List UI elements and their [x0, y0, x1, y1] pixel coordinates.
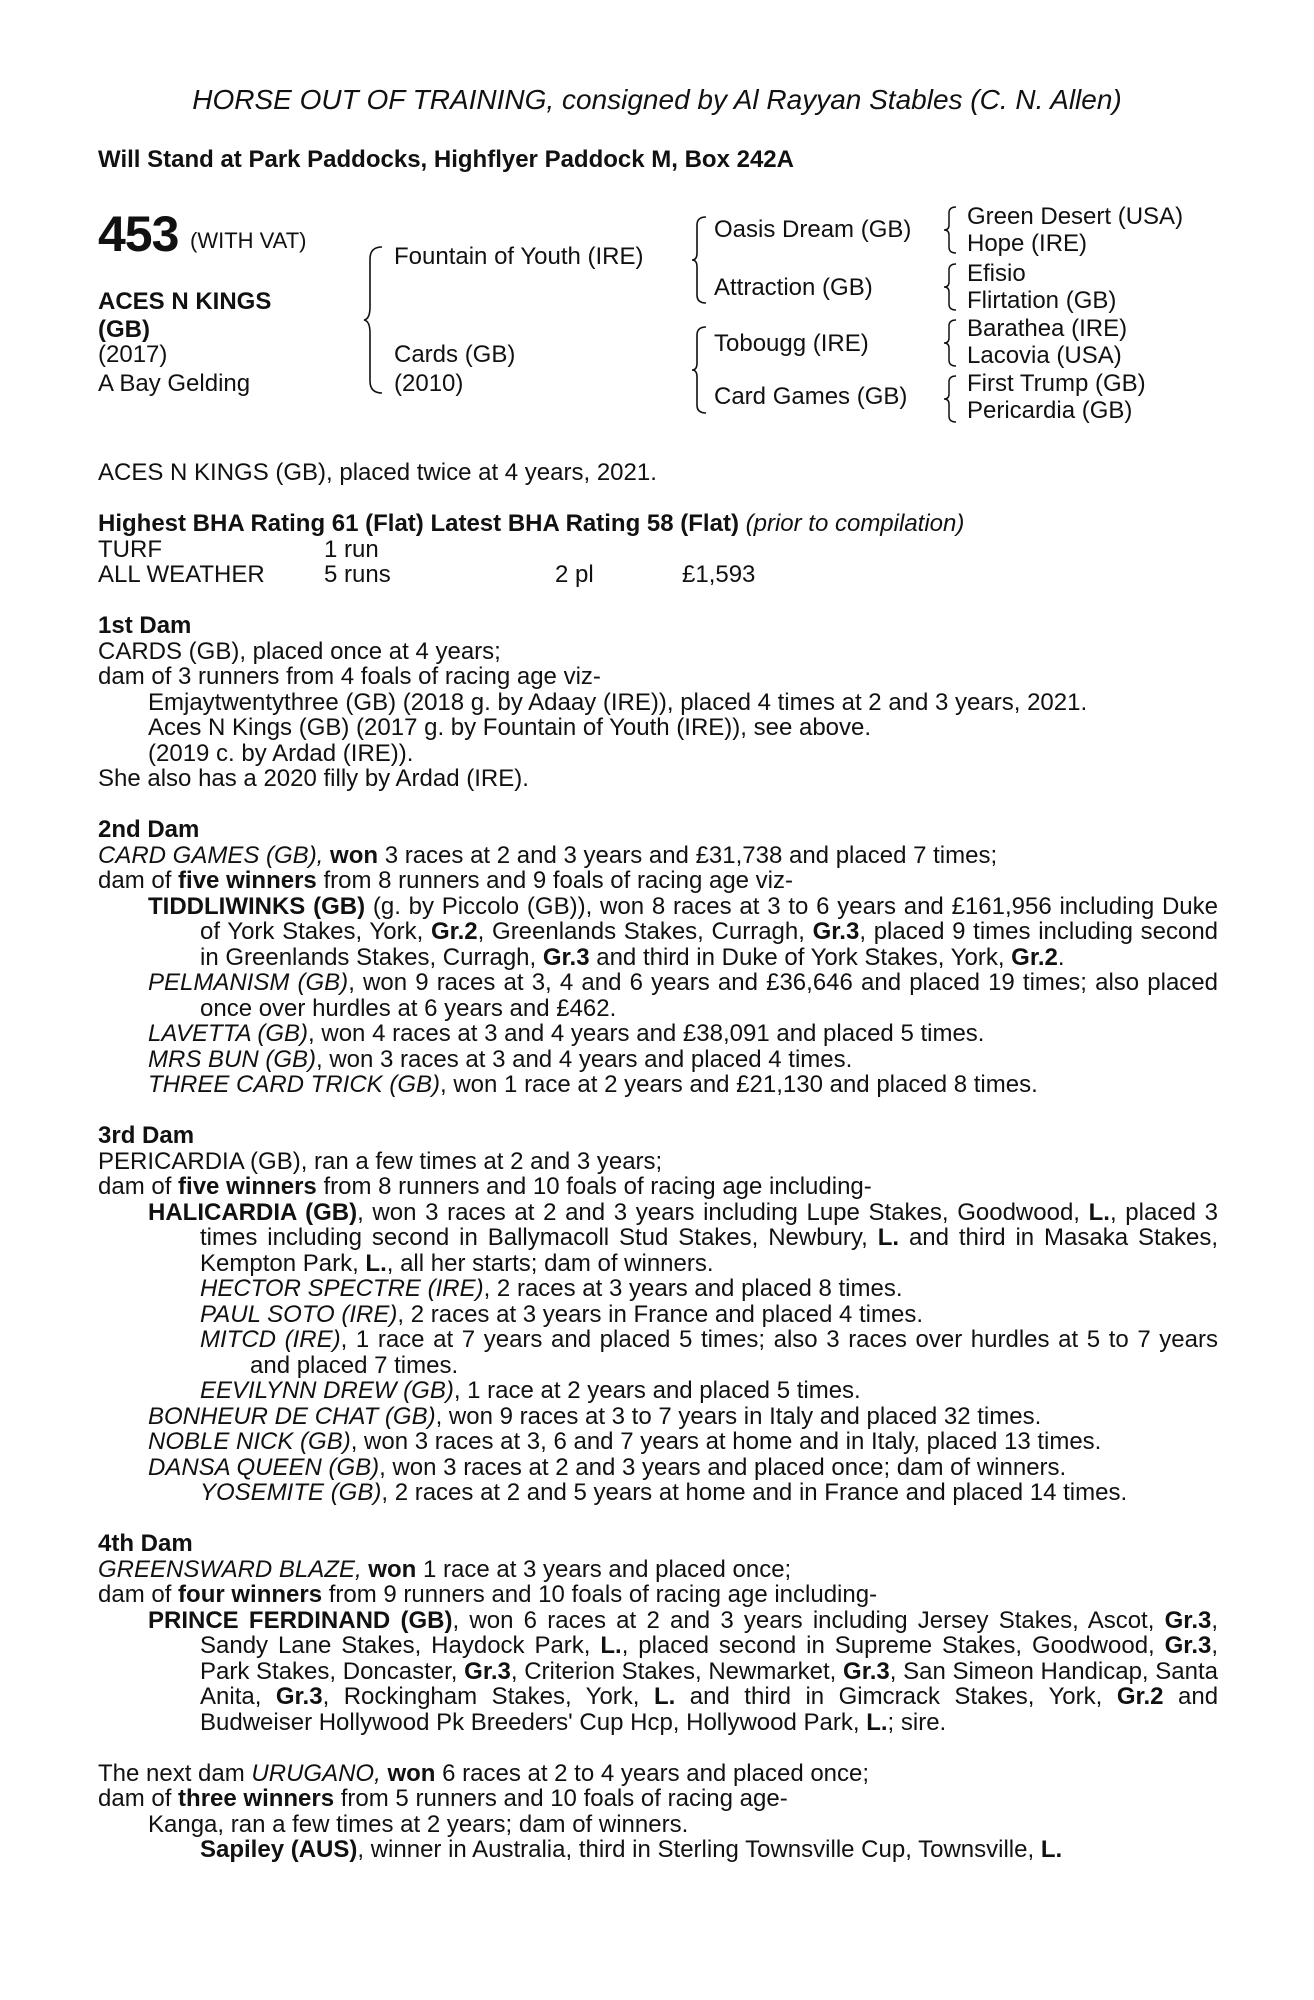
record-text: , won 3 races at 3 and 4 years and placed 4 times.: [316, 1045, 853, 1073]
second-dam-produce: [98, 868, 1218, 894]
produce-item-pelmanism: [98, 970, 1218, 1021]
horse-name: BONHEUR DE CHAT (GB): [148, 1402, 436, 1430]
listed-label: L.: [600, 1632, 622, 1659]
pedigree-sire-dam: Attraction (GB): [714, 274, 873, 301]
record-text: , winner in Australia, third in Sterling Townsville Cup, Townsville,: [357, 1836, 1035, 1863]
pedigree-brace-dam: [690, 325, 710, 415]
horse-name: NOBLE NICK (GB): [148, 1428, 351, 1455]
record-text: , won 9 races at 3, 4 and 6 years and £36,646 and placed 19 times; also placed once over hurdles at 6 years and £462.: [200, 969, 1218, 1022]
first-dam-line: CARDS (GB), placed once at 4 years;: [98, 637, 501, 665]
record-text: , 2 races at 3 years and placed 8 times.: [483, 1275, 903, 1302]
produce-item-lavetta: [98, 1021, 1218, 1047]
aw-label: ALL WEATHER: [98, 561, 265, 588]
pedigree-g5: Barathea (IRE): [967, 315, 1128, 342]
produce-item-tiddliwinks: [98, 894, 1218, 971]
produce-prefix: dam of: [98, 867, 172, 894]
horse-name: LAVETTA (GB): [148, 1020, 309, 1047]
produce-item-three-card-trick: [98, 1072, 1218, 1098]
pedigree-dam-year: (2010): [394, 370, 464, 397]
produce-suffix: from 8 runners and 9 foals of racing age viz-: [323, 867, 794, 894]
won-label: won: [387, 1759, 436, 1787]
horse-year: (2017): [98, 341, 168, 368]
turf-label: TURF: [98, 535, 162, 563]
listed-label: L.: [866, 1708, 888, 1736]
record-text: , won 3 races at 3, 6 and 7 years at home and in Italy, placed 13 times.: [350, 1428, 1102, 1455]
record-text: , placed 3 times including second in Ballymacoll Stud Stakes, Newbury,: [200, 1198, 1219, 1251]
grand-produce-mitcd: [98, 1327, 1218, 1378]
horse-description: A Bay Gelding: [98, 370, 251, 397]
catalogue-body: [98, 460, 1218, 1863]
pedigree-brace-g2: [942, 262, 960, 312]
record-text: , San Simeon Handicap, Santa Anita,: [200, 1657, 1218, 1710]
produce-suffix: from 9 runners and 10 foals of racing age including-: [328, 1581, 878, 1608]
grade-label: Gr.3: [1164, 1606, 1212, 1634]
pedigree-brace-g1: [942, 205, 960, 255]
pedigree-dam-sire: Tobougg (IRE): [714, 330, 869, 357]
first-dam-produce: dam of 3 runners from 4 foals of racing age viz-: [98, 663, 601, 690]
record-text: , 2 races at 2 and 5 years at home and in France and placed 14 times.: [381, 1479, 1128, 1506]
grade-label: Gr.2: [430, 918, 478, 945]
record-text: and third in Duke of York Stakes, York,: [596, 943, 1005, 971]
fourth-dam-name: GREENSWARD BLAZE,: [98, 1555, 362, 1583]
pedigree-g1: Green Desert (USA): [967, 203, 1184, 230]
second-dam-name: CARD GAMES (GB),: [98, 841, 324, 869]
grade-label: Gr.3: [542, 943, 590, 971]
grade-label: Gr.2: [1011, 943, 1058, 971]
grade-label: Gr.3: [812, 918, 860, 945]
grand-produce-sapiley: [98, 1837, 1218, 1863]
grade-label: Gr.3: [275, 1683, 323, 1710]
produce-prefix: dam of: [98, 1785, 172, 1812]
record-text: and third in Masaka Stakes, Kempton Park,: [200, 1224, 1219, 1277]
listed-label: L.: [1040, 1836, 1063, 1863]
next-dam-record: 6 races at 2 to 4 years and placed once;: [442, 1759, 870, 1787]
ratings-line: [98, 511, 1218, 537]
grade-label: Gr.2: [1116, 1683, 1164, 1710]
pedigree-dam: Cards (GB): [394, 341, 516, 368]
second-dam-line: [98, 843, 1218, 869]
pedigree-brace-sire: [690, 215, 710, 305]
record-text: , won 3 races at 2 and 3 years and placed once; dam of winners.: [379, 1453, 1067, 1481]
horse-name: MITCD (IRE): [200, 1326, 341, 1353]
grand-produce-hector: [98, 1276, 1218, 1302]
horse-name: HALICARDIA (GB): [148, 1198, 358, 1226]
record-text: , Criterion Stakes, Newmarket,: [510, 1657, 837, 1685]
horse-name: DANSA QUEEN (GB): [148, 1453, 380, 1481]
produce-item-noble-nick: [98, 1429, 1218, 1455]
record-text: , won 1 race at 2 years and £21,130 and placed 8 times.: [440, 1071, 1038, 1098]
produce-item-kanga: Kanga, ran a few times at 2 years; dam of winners.: [148, 1810, 689, 1838]
produce-suffix: from 5 runners and 10 foals of racing age-: [340, 1785, 788, 1812]
record-text: , placed second in Supreme Stakes, Goodwood,: [621, 1632, 1155, 1659]
record-text: and Budweiser Hollywood Pk Breeders' Cup Hcp, Hollywood Park,: [200, 1683, 1219, 1736]
record-text: ; sire.: [887, 1708, 947, 1736]
record-text: , 2 races at 3 years in France and placed 4 times.: [397, 1300, 923, 1328]
all-weather-row: [98, 562, 1218, 588]
next-dam-produce: [98, 1786, 1218, 1812]
horse-name: THREE CARD TRICK (GB): [148, 1071, 441, 1098]
record-text: , 1 race at 2 years and placed 5 times.: [453, 1377, 861, 1404]
produce-item-bonheur: [98, 1404, 1218, 1430]
aw-placed: 2 pl: [555, 561, 594, 588]
pedigree-g8: Pericardia (GB): [967, 397, 1133, 424]
horse-name: Sapiley (AUS): [200, 1836, 358, 1863]
produce-suffix: from 8 runners and 10 foals of racing age including-: [323, 1173, 872, 1200]
listed-label: L.: [877, 1224, 900, 1251]
turf-runs: 1 run: [324, 535, 379, 563]
produce-item: (2019 c. by Ardad (IRE)).: [148, 739, 414, 767]
stand-location: Will Stand at Park Paddocks, Highflyer Paddock M, Box 242A: [98, 146, 794, 173]
pedigree-dam-dam: Card Games (GB): [714, 383, 908, 410]
horse-name: PELMANISM (GB): [148, 969, 349, 996]
pedigree-g7: First Trump (GB): [967, 370, 1146, 397]
listed-label: L.: [653, 1683, 676, 1710]
record-text: , Greenlands Stakes, Curragh,: [477, 918, 805, 945]
record-text: .: [1057, 943, 1065, 971]
pedigree-g2: Hope (IRE): [967, 230, 1088, 257]
ratings-note: (prior to compilation): [745, 510, 965, 537]
produce-item-mrs-bun: [98, 1047, 1218, 1073]
first-dam-note: She also has a 2020 filly by Ardad (IRE).: [98, 765, 529, 792]
record-text: , Rockingham Stakes, York,: [322, 1683, 640, 1710]
consignor-heading: HORSE OUT OF TRAINING, consigned by Al Rayyan Stables (C. N. Allen): [192, 84, 1122, 115]
grade-label: Gr.3: [843, 1657, 890, 1685]
horse-name: TIDDLIWINKS (GB): [148, 892, 366, 920]
winners-count: five winners: [178, 867, 317, 894]
record-text: , won 6 races at 2 and 3 years including Jersey Stakes, Ascot,: [452, 1606, 1155, 1634]
winners-count: three winners: [178, 1785, 335, 1812]
aw-prize: £1,593: [682, 561, 756, 588]
third-dam-line: PERICARDIA (GB), ran a few times at 2 and 3 years;: [98, 1147, 663, 1175]
listed-label: L.: [365, 1249, 387, 1277]
vat-note: (WITH VAT): [190, 228, 307, 253]
produce-prefix: dam of: [98, 1581, 172, 1608]
horse-name: HECTOR SPECTRE (IRE): [200, 1275, 484, 1302]
produce-item-dansa-queen: [98, 1455, 1218, 1481]
record-text: , Park Stakes, Doncaster,: [200, 1632, 1219, 1685]
pedigree-brace-g3: [942, 318, 960, 368]
horse-name: ACES N KINGS: [98, 288, 272, 315]
pedigree-g4: Flirtation (GB): [967, 287, 1117, 314]
record-text: , Sandy Lane Stakes, Haydock Park,: [200, 1606, 1219, 1659]
grand-produce-eevilynn: [98, 1378, 1218, 1404]
next-dam-name: URUGANO,: [251, 1759, 381, 1787]
fourth-dam-record: 1 race at 3 years and placed once;: [422, 1555, 792, 1583]
third-dam-heading: 3rd Dam: [98, 1122, 195, 1149]
won-label: won: [330, 841, 379, 869]
winners-count: four winners: [178, 1581, 323, 1608]
horse-country: (GB): [98, 316, 150, 343]
pedigree-g6: Lacovia (USA): [967, 342, 1122, 369]
lot-number: 453: [98, 206, 179, 262]
grand-produce-paul-soto: [98, 1302, 1218, 1328]
next-dam-line: [98, 1761, 1218, 1787]
pedigree-brace-main: [362, 245, 386, 395]
pedigree-g3: Efisio: [967, 260, 1026, 287]
turf-row: [98, 537, 1218, 563]
fourth-dam-line: [98, 1557, 1218, 1583]
record-text: , won 9 races at 3 to 7 years in Italy and placed 32 times.: [435, 1402, 1042, 1430]
second-dam-heading: 2nd Dam: [98, 816, 200, 843]
record-text: , 1 race at 7 years and placed 5 times; also 3 races over hurdles at 5 to 7 years and placed 7 times.: [250, 1326, 1218, 1379]
third-dam-produce: [98, 1174, 1218, 1200]
produce-item-prince-ferdinand: [98, 1608, 1218, 1736]
horse-name: PRINCE FERDINAND (GB): [148, 1606, 453, 1634]
next-dam-prefix: The next dam: [98, 1759, 245, 1787]
grade-label: Gr.3: [464, 1657, 511, 1685]
horse-name: PAUL SOTO (IRE): [200, 1300, 398, 1328]
record-text: and third in Gimcrack Stakes, York,: [689, 1683, 1103, 1710]
record-text: , won 4 races at 3 and 4 years and £38,091 and placed 5 times.: [308, 1020, 985, 1047]
ratings-title: Highest BHA Rating 61 (Flat) Latest BHA Rating 58 (Flat): [98, 510, 739, 537]
horse-name: EEVILYNN DREW (GB): [200, 1377, 454, 1404]
fourth-dam-produce: [98, 1582, 1218, 1608]
record-text: (g. by Piccolo (GB)), won 8 races at 3 to 6 years and £161,956 including Duke of York Stakes, York,: [200, 892, 1218, 945]
listed-label: L.: [1088, 1198, 1110, 1226]
pedigree-sire-sire: Oasis Dream (GB): [714, 216, 912, 243]
pedigree-sire: Fountain of Youth (IRE): [394, 243, 644, 270]
produce-item-halicardia: [98, 1200, 1218, 1277]
pedigree-brace-g4: [942, 374, 960, 424]
horse-name: MRS BUN (GB): [148, 1045, 316, 1073]
first-dam-heading: 1st Dam: [98, 612, 192, 639]
produce-prefix: dam of: [98, 1173, 172, 1200]
won-label: won: [368, 1555, 417, 1583]
aw-runs: 5 runs: [324, 561, 391, 588]
second-dam-record: 3 races at 2 and 3 years and £31,738 and placed 7 times;: [384, 841, 998, 869]
summary-line: ACES N KINGS (GB), placed twice at 4 years, 2021.: [98, 459, 657, 486]
record-text: , won 3 races at 2 and 3 years including Lupe Stakes, Goodwood,: [357, 1198, 1080, 1226]
produce-item: Emjaytwentythree (GB) (2018 g. by Adaay (IRE)), placed 4 times at 2 and 3 years, 2021.: [148, 688, 1088, 716]
grand-produce-yosemite: [98, 1480, 1218, 1506]
horse-name: YOSEMITE (GB): [200, 1479, 382, 1506]
grade-label: Gr.3: [1164, 1632, 1212, 1659]
winners-count: five winners: [178, 1173, 317, 1200]
produce-item: Aces N Kings (GB) (2017 g. by Fountain of Youth (IRE)), see above.: [148, 714, 872, 741]
record-text: , placed 9 times including second in Greenlands Stakes, Curragh,: [200, 918, 1219, 971]
record-text: , all her starts; dam of winners.: [386, 1249, 714, 1277]
fourth-dam-heading: 4th Dam: [98, 1530, 193, 1557]
